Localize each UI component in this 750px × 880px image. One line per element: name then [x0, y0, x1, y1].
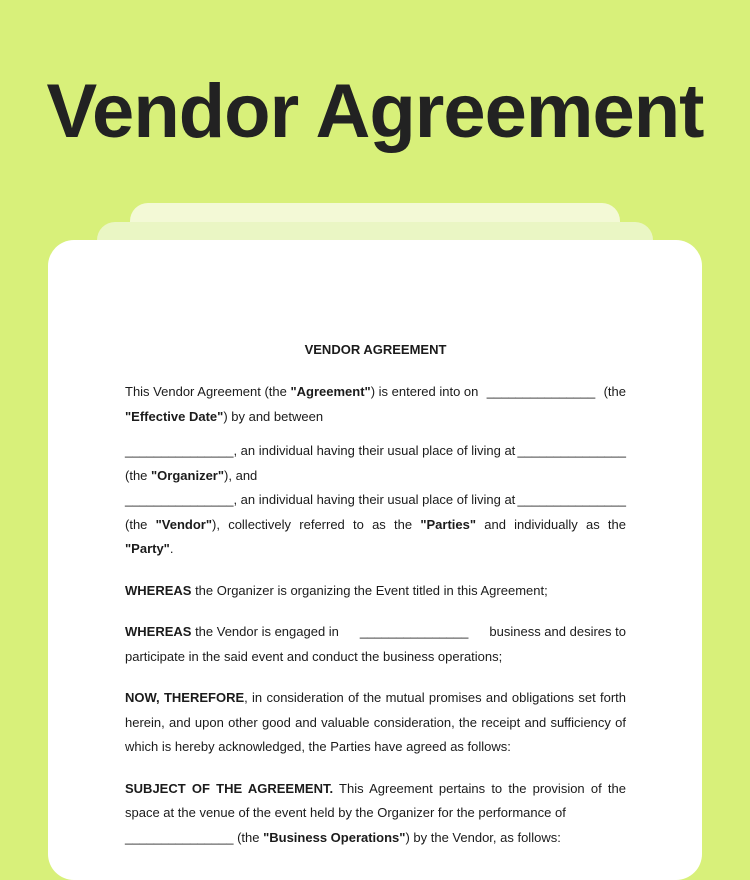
paragraph-whereas-1: WHEREAS the Organizer is organizing the Event titled in this Agreement; — [125, 582, 548, 598]
blank-organizer-address[interactable]: _______________ — [517, 443, 626, 458]
paragraph-now-therefore: NOW, THEREFORE, in consideration of the mutual promises and obligations set forth herein, and upon other good and valuable consideration, the receipt and sufficiency of which is hereby acknowledged, the Parties have agreed as follows: — [125, 690, 627, 754]
paragraph-vendor: _______________, an individual having their usual place of living at _______________ (the "Vendor"), collectively referred to as the "Parties" and individually as the "Party". — [125, 488, 626, 562]
document-page — [48, 240, 702, 880]
paragraph-intro: This Vendor Agreement (the "Agreement") is entered into on _______________ (the "Effective Date") by and between — [125, 380, 626, 429]
document-body — [125, 341, 626, 860]
blank-organizer-name[interactable]: _______________ — [125, 443, 234, 458]
paragraph-organizer: _______________, an individual having their usual place of living at _______________ (the "Organizer"), and — [125, 439, 626, 488]
blank-vendor-address[interactable]: _______________ — [517, 492, 626, 507]
hero-title: Vendor Agreement — [46, 69, 704, 154]
document-title: VENDOR AGREEMENT — [304, 342, 447, 357]
blank-date[interactable]: _______________ — [486, 384, 596, 399]
blank-business-operations[interactable]: _______________ — [125, 829, 234, 845]
paragraph-whereas-2: WHEREAS the Vendor is engaged in _______________ business and desires to participate in the said event and conduct the business operations; — [125, 620, 626, 669]
blank-business-type[interactable]: _______________ — [359, 624, 469, 639]
paragraph-subject: SUBJECT OF THE AGREEMENT. This Agreement pertains to the provision of the space at the venue of the event held by the Organizer for the performance of _______________ (the "Business Operations") by the Vendor, as follows: — [125, 780, 626, 845]
blank-vendor-name[interactable]: _______________ — [125, 492, 234, 507]
